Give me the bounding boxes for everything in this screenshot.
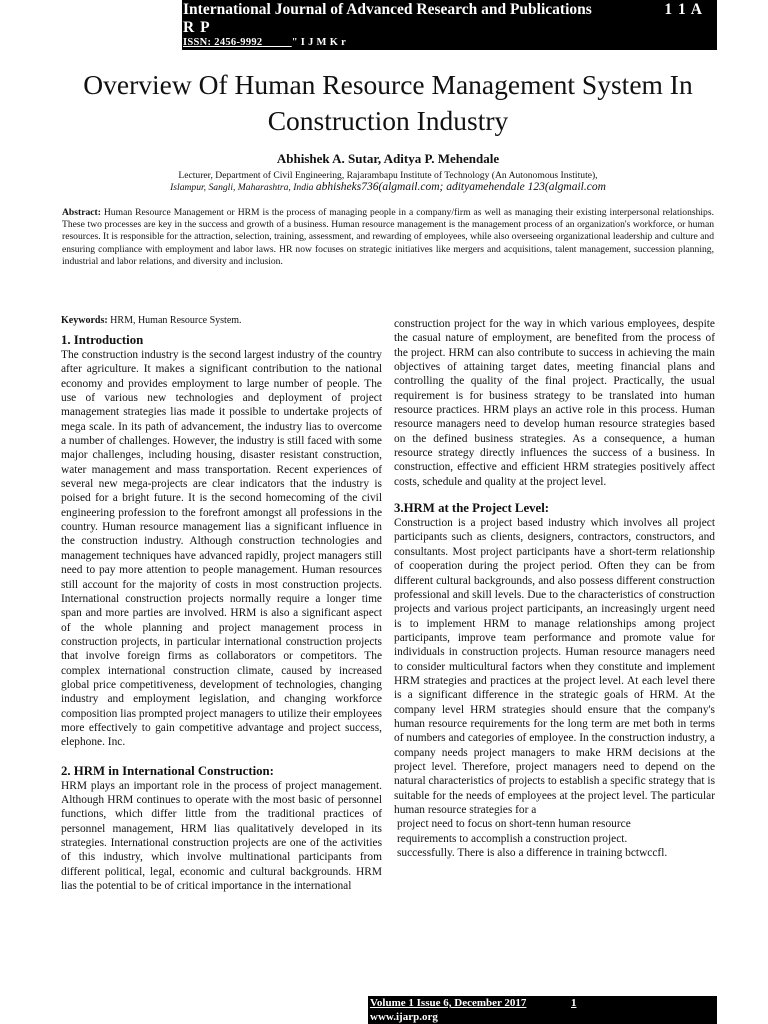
right-column	[394, 317, 715, 860]
author-emails: abhisheks736(algmail.com; adityamehendale 123(algmail.com	[315, 181, 606, 193]
section-project-heading: 3.HRM at the Project Level:	[394, 501, 550, 516]
affiliation: Lecturer, Department of Civil Engineering, Rajarambapu Institute of Technology (An Autonomous Institute),	[178, 170, 598, 181]
section-intl-continued: construction project for the way in which various employees, despite the casual nature of employment, are benefited from the process of the project. HRM can also contribute to success in achieving the main objectives of attaining target dates, meeting financial plans and controlling the quality of the final project. Practically, the usual requirement is for business strategy to be translated into human resource practices. HRM plays an active role in this process. Human resource managers need to develop human resource strategies based on the defined business strategies. As a consequence, a human resource strategy directly influences the success of a business. In construction, effective and efficient HRM strategies positively affect costs, schedule and quality at the project level.	[394, 318, 715, 488]
authors: Abhishek A. Sutar, Aditya P. Mehendale	[276, 151, 500, 166]
location: Islampur, Sangli, Maharashtra, India	[170, 182, 314, 193]
abstract-label: Abstract:	[62, 207, 101, 218]
footer-url[interactable]: www.ijarp.org	[370, 1011, 438, 1023]
keywords	[61, 314, 382, 327]
section-intro-heading: 1. Introduction	[61, 333, 144, 347]
section-project-tail	[394, 817, 715, 860]
journal-title: International Journal of Advanced Research and Publications	[183, 1, 592, 18]
keywords-text: HRM, Human Resource System.	[110, 315, 242, 326]
page-number: 1	[571, 997, 577, 1009]
journal-code: 1 1 A	[664, 1, 703, 18]
project-tail-line-1: project need to focus on short-tenn human resource	[397, 818, 631, 831]
affiliation-location	[30, 181, 746, 194]
footer-bar	[368, 996, 717, 1024]
keywords-label: Keywords:	[61, 315, 108, 326]
section-intl-body: HRM plays an important role in the process of project management. Although HRM continues to operate with the most basic of personnel functions, which differ little from the traditional practices of personnel management, HRM lias qualitatively developed in its strategies. International construction projects are one of the activities of this industry, which involve multinational participants from different political, legal, economic and cultural backgrounds. HRM lias the potential to be of critical importance in the international	[61, 779, 382, 893]
issn	[183, 37, 346, 49]
left-column	[61, 314, 382, 893]
section-intro-body: The construction industry is the second largest industry of the country after agriculture. It makes a significant contribution to the national economy and provides employment to large number of people. The use of various new technologies and deployment of project management strategies lias made it possible to undertake projects of mega scale. In its path of advancement, the industry lias to overcome a number of challenges. However, the industry is still faced with some major challenges, including housing, disaster resistant construction, water management and mass transportation. Recent experiences of several new mega-projects are clear indicators that the industry is poised for a bright future. It is the second homecoming of the civil engineering profession to the forefront amongst all professions in the country. Human resource management lias a significant influence in the construction industry. Although construction technologies and management techniques have advanced rapidly, project managers still need to pay more attention to people management. Human resources still account for the majority of costs in most construction projects. International construction projects normally require a longer time span and more parties are involved. HRM is also a significant aspect of the whole planning and project management process in construction projects, in particular international construction projects that involve foreign firms as collaborators or competitors. The complex international construction climate, caused by increased global price competitiveness, development of technologies, changing industry and employment legislation, and changing workforce composition lias prompted project managers to utilize their employees more effectively to gain competitive advantage and project success, elephone. Inc.	[61, 349, 382, 749]
issn-number: ISSN: 2456-9992	[183, 37, 263, 48]
abstract	[62, 207, 714, 268]
project-tail-line-3: successfully. There is also a difference in training bctwccfl.	[397, 847, 668, 860]
section-project-body: Construction is a project based industry which involves all project participants such as clients, designers, contractors, constructors, and consultants. Most project participants have a short-term relationship of cooperation during the project period. Often they can be from different cultural backgrounds, and also possess different construction professional and skill levels. Due to the characteristics of construction projects and various project participants, an increasingly urgent need is to implement HRM to manage relationships among project participants, improve team performance and promote value for individuals in construction projects. Human resource managers need to consider multicultural factors when they constitute and implement HRM strategies and practices at the project level. At each level there is a significant difference in the strategic goals of HRM. At the company level HRM strategies should ensure that the company's human resource requirements for the long term are met both in terms of numbers and categories of employee. In the construction industry, a company needs project managers to make HRM decisions at the project level. Therefore, project managers need to depend on the natural characteristics of projects to establish a specific strategy that is suitable for the needs of employees at the project level. The particular human resource strategies for a	[394, 517, 715, 816]
section-intl-heading: 2. HRM in International Construction:	[61, 763, 274, 778]
issn-suffix: " I J M K r	[291, 37, 347, 48]
project-tail-line-2: requirements to accomplish a construction project.	[397, 832, 628, 845]
journal-code-line2: R P	[183, 19, 211, 36]
abstract-text: Human Resource Management or HRM is the process of managing people in a company/firm as well as managing their existing interpersonal relationships. These two processes are key in the success and growth of a business. Human resource management is the management process of an organization's workforce, or human resources. It is responsible for the attraction, selection, training, assessment, and rewarding of employees, while also overseeing organizational leadership and culture and ensuring compliance with employment and labor laws. HR now focuses on strategic initiatives like mergers and acquisitions, talent management, succession planning, industrial and labor relations, and diversity and inclusion.	[62, 207, 714, 267]
footer-volume: Volume 1 Issue 6, December 2017	[370, 997, 527, 1009]
paper-title: Overview Of Human Resource Management System In Construction Industry	[83, 69, 693, 136]
journal-header-bar	[182, 0, 717, 50]
